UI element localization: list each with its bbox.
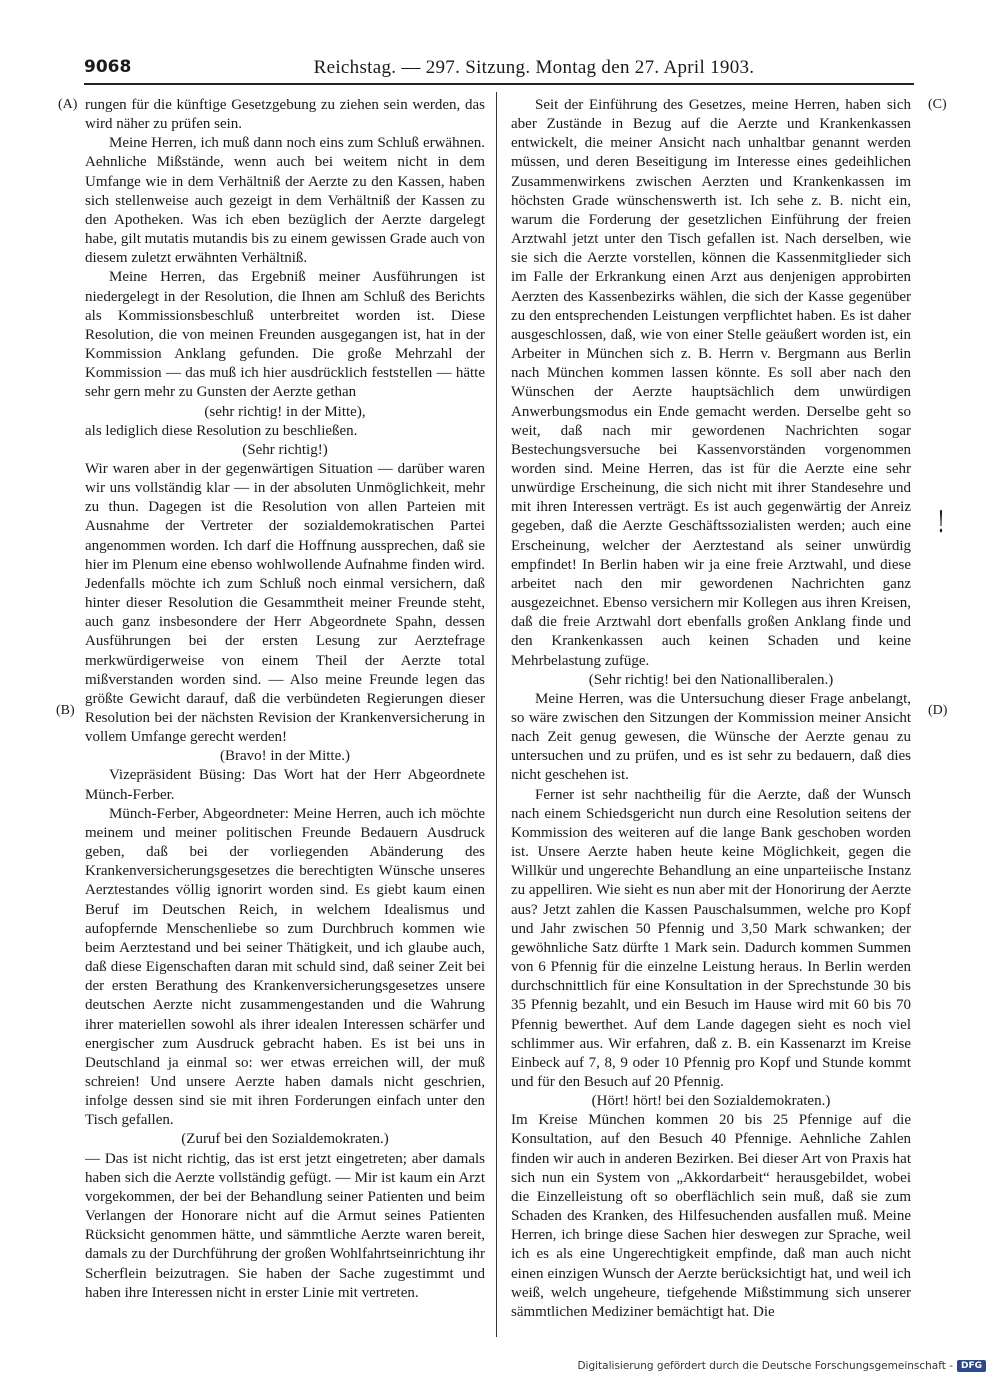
column-divider xyxy=(496,92,497,1337)
margin-marker-c: (C) xyxy=(928,97,947,112)
dfg-logo: DFG xyxy=(957,1360,986,1372)
interjection: (Zuruf bei den Sozialdemokraten.) xyxy=(181,1131,389,1148)
paragraph: Meine Herren, was die Untersuchung dieser Frage anbelangt, so wäre zwischen den Sitzungen der Kommission meiner Ansicht nach Zeit genug gewesen, die Wünsche der Aerzte genau zu untersuchen und zu prüfen, und es ist sehr zu bedauern, daß dies nicht geschehen ist. xyxy=(511,690,911,784)
paragraph: Seit der Einführung des Gesetzes, meine Herren, haben sich aber Zustände in Bezug auf die Aerzte und Krankenkassen entwickelt, die meiner Ansicht nach unhaltbar genannt werden müssen, und deren Beseitigung im Interesse eines gedeihlichen Zusammenwirkens zwischen Aerzten und Krankenkassen im höchsten Grade wünschenswerth ist. Ich sehe z. B. nicht ein, warum die Forderung der gesetzlichen Einführung der freien Arztwahl jetzt unter den Tisch gefallen ist. Nach derselben, wie sie sich die Aerzte vorstellen, können die Kassenmitglieder sich im Falle der Erkrankung einen Arzt aus denjenigen approbirten Aerzten des Kassenbezirks wählen, die sich der Kasse gegenüber zu den entsprechenden Leistungen verpflichtet haben. Es ist daher ausgeschlossen, daß, wie von einer Stelle geäußert worden ist, ein Arbeiter in München sich z. B. Herrn v. Bergmann aus Berlin nach München kommen lassen könnte. Es soll aber nach den Wünschen der Aerzte hauptsächlich dem unwürdigen Anwerbungsmodus ein Ende gemacht werden. Derselbe geht so weit, daß nach mir gewordenen Nachrichten sogar Bestechungsversuche bei Kassenvorständen vorgenommen worden sind. Meine Herren, das ist für die Aerzte eine sehr unwürdige Erscheinung, die sich nicht mit ihrer Standesehre und mit ihren Interessen verträgt. Es ist auch gegenwärtig der Anreiz gegeben, daß die Aerzte Geschäftssozialisten werden; auch eine Erscheinung, welcher der Aerztestand als seiner unwürdig empfindet! In Berlin haben wir ja eine freie Arztwahl, und diese arbeitet nach den mir gewordenen Nachrichten ganz ausgezeichnet. Ebenso versichern mir Kollegen aus ihren Kreisen, daß die freie Arztwahl dort ebenfalls großen Anklang finde und den Krankenkassen auch keinen Schaden und keine Mehrbelastung zufüge. xyxy=(511,97,911,669)
paragraph: Wir waren aber in der gegenwärtigen Situation — darüber waren wir uns vollständig klar — in der absoluten Unmöglichkeit, mehr zu thun. Dagegen ist die Resolution von allen Parteien mit Ausnahme der Vertreter der sozialdemokratischen Partei angenommen worden. Ich darf die Hoffnung aussprechen, daß sie hier im Plenum eine ebenso wohlwollende Aufnahme finden wird. Jedenfalls möchte ich zum Schluß noch einmal versichern, daß hinter dieser Resolution die Gesammtheit meiner Freunde steht, auch ganz insbesondere der Herr Abgeordnete Spahn, dessen Ausführungen bei der ersten Lesung zur Aerztefrage merkwürdigerweise von einem Theil der Aerzte total mißverstanden worden sind. — Also meine Freunde legen das größte Gewicht darauf, daß die verbündeten Regierungen dieser Resolution bei der nächsten Revision der Krankenversicherung in vollem Umfange gerecht werden! xyxy=(85,460,485,746)
paragraph: Ferner ist sehr nachtheilig für die Aerzte, daß der Wunsch nach einem Schiedsgericht nun durch eine Resolution seitens der Kommission des weiteren auf die lange Bank geschoben worden ist. Unsere Aerzte haben heute keine Möglichkeit, gegen die Willkür und ungerechte Behandlung an eine unparteiische Instanz zu appelliren. Wie sieht es nun aber mit der Honorirung der Aerzte aus? Jetzt zahlen die Kassen Pauschalsummen, welche pro Kopf und Jahr zwischen 50 Pfennig und 3,50 Mark schwanken; der gewöhnliche Satz dürfte 1 Mark sein. Dadurch kommen Summen von 6 Pfennig für die einzelne Leistung heraus. In Berlin werden durchschnittlich für eine Konsultation in der Sprechstunde 30 bis 35 Pfennig bezahlt, und ein Besuch im Hause wird mit 60 bis 70 Pfennig bewerthet. Auf dem Lande dagegen sieht es noch viel schlimmer aus. Wir erfahren, daß z. B. ein Kassenarzt im Kreise Einbeck auf 7, 8, 9 oder 10 Pfennig pro Kopf und Stunde kommt und für den Besuch auf 20 Pfennig. xyxy=(511,786,911,1090)
interjection: (Sehr richtig! bei den Nationalliberalen.) xyxy=(588,671,834,688)
margin-marker-b: (B) xyxy=(56,703,75,718)
paragraph: Vizepräsident Büsing: Das Wort hat der Herr Abgeordnete Münch-Ferber. xyxy=(85,767,485,803)
margin-marker-d: (D) xyxy=(928,703,948,718)
paragraph: Meine Herren, ich muß dann noch eins zum Schluß erwähnen. Aehnliche Mißstände, wenn auch bei weitem nicht in dem Umfange wie in dem Verhältniß der Aerzte zu den Kassen, haben sich stellenweise auch gezeigt in dem Verhältniß der Kassen zu den Apotheken. Was ich eben bezüglich der Aerzte dargelegt habe, gilt mutatis mutandis bis zu einem gewissen Grade auch von diesem zuletzt erwähnten Verhältniß. xyxy=(85,135,485,267)
paragraph: Meine Herren, das Ergebniß meiner Ausführungen ist niedergelegt in der Resolution, die Ihnen am Schluß des Berichts als Kommissionsbeschluß unterbreitet worden ist. Diese Resolution, die von meinen Freunden ausgegangen ist, hat in der Kommission Anklang gefunden. Die große Mehrzahl der Kommission — das muß ich hier ausdrücklich feststellen — hätte sehr gern mehr zu Gunsten der Aerzte gethan xyxy=(85,269,485,401)
margin-exclamation-annotation: ! xyxy=(937,505,945,540)
paragraph: rungen für die künftige Gesetzgebung zu ziehen sein werden, das wird näher zu prüfen sein. xyxy=(85,97,485,133)
page-header xyxy=(84,55,914,85)
left-text-column xyxy=(85,96,485,1331)
interjection: (Sehr richtig!) xyxy=(242,441,328,458)
running-title: Reichstag. — 297. Sitzung. Montag den 27. April 1903. xyxy=(313,57,755,78)
margin-marker-a: (A) xyxy=(58,97,78,112)
interjection: (sehr richtig! in der Mitte), xyxy=(204,403,366,420)
paragraph: — Das ist nicht richtig, das ist erst jetzt eingetreten; aber damals haben sich die Aerzte vollständig gefügt. — Mir ist kaum ein Arzt vorgekommen, der bei der Behandlung seiner Patienten und beim Verlangen der Honorare nicht auf die Armut seines Patienten Rücksicht genommen hätte, und sämmtliche Aerzte waren bereit, damals zu der Durchführung der großen Wohlfahrtseinrichtung ihr Scherflein beizutragen. Sie haben der Sache zugestimmt und haben ihre Interessen nicht in erster Linie mit vertreten. xyxy=(85,1150,485,1301)
paragraph: Münch-Ferber, Abgeordneter: Meine Herren, auch ich möchte meinem und meiner politischen Freunde Bedauern Ausdruck geben, daß bei der vorliegenden Abänderung des Krankenversicherungsgesetzes die berechtigten Wünsche unseres Aerztestandes völlig ignorirt worden sind. Es giebt kaum einen Beruf im Deutschen Reich, in welchem Idealismus und aufopfernde Menschenliebe so zum Durchbruch kommen wie beim Aerztestand und bei seiner Thätigkeit, und ich glaube auch, daß diese Eigenschaften daran mit schuld sind, daß seiner Zeit bei der ersten Berathung des Krankenversicherungsgesetzes unsere deutschen Aerzte nicht zusammengestanden und die Wahrung ihrer materiellen sowohl als ihrer idealen Interessen schärfer und energischer zum Ausdruck gebracht haben. Es ist bei uns in Deutschland ja einmal so: wer etwas erreichen will, der muß schreien! Und unsere Aerzte haben damals nicht geschrien, infolge dessen sind sie mit ihren Forderungen einfach unter den Tisch gefallen. xyxy=(85,805,485,1129)
right-text-column xyxy=(511,96,911,1331)
digitization-footer xyxy=(577,1357,986,1375)
paragraph: Im Kreise München kommen 20 bis 25 Pfennige auf die Konsultation, auf den Besuch 40 Pfennige. Aehnliche Zahlen finden wir auch in anderen Bezirken. Bei dieser Art von Praxis hat sich nun ein System von „Akkordarbeit“ herausgebildet, wobei die Einzelleistung oft so oberflächlich sein muß, daß sie zum Schaden des Kranken, des Hilfesuchenden ausfallen muß. Meine Herren, ich bringe diese Sachen hier deswegen zur Sprache, weil ich es als eine Ungerechtigkeit empfinde, daß man auch nicht einen einzigen Wunsch der Aerzte berücksichtigt hat, und weil ich weiß, welch ungeheure, tiefgehende Mißstimmung sich unserer sämmtlichen Mediziner bemächtigt hat. Die xyxy=(511,1112,911,1320)
footer-credit: Digitalisierung gefördert durch die Deutsche Forschungsgemeinschaft - xyxy=(577,1360,953,1372)
interjection: (Bravo! in der Mitte.) xyxy=(220,748,350,765)
interjection: (Hört! hört! bei den Sozialdemokraten.) xyxy=(591,1093,831,1110)
paragraph: als lediglich diese Resolution zu beschließen. xyxy=(85,422,358,439)
page-number: 9068 xyxy=(84,57,132,77)
